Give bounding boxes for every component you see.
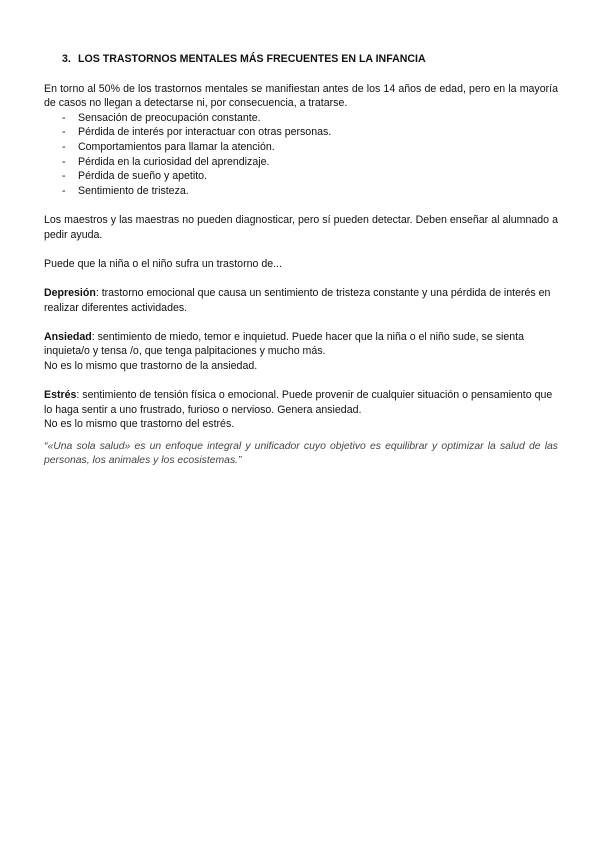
estres-text: : sentimiento de tensión física o emocional. Puede provenir de cualquier situación o pensamiento que lo haga sentir a uno frustrado, furioso o nervioso. Genera ansiedad. <box>44 389 553 416</box>
list-item: - Pérdida en la curiosidad del aprendizaje. <box>44 155 558 170</box>
list-item: - Pérdida de sueño y apetito. <box>44 169 558 184</box>
ansiedad-text: : sentimiento de miedo, temor e inquietud. Puede hacer que la niña o el niño sude, se sienta inquieta/o y tensa /o, que tenga palpitaciones y mucho más. <box>44 330 524 358</box>
section-title: LOS TRASTORNOS MENTALES MÁS FRECUENTES EN LA INFANCIA <box>78 53 426 65</box>
list-item: - Sensación de preocupación constante. <box>44 111 558 126</box>
list-item: - Comportamientos para llamar la atención. <box>44 140 558 155</box>
list-item: - Pérdida de interés por interactuar con otras personas. <box>44 125 558 140</box>
depresion-text: : trastorno emocional que causa un sentimiento de tristeza constante y una pérdida de interés en realizar diferentes actividades. <box>44 286 551 314</box>
intro-paragraph: En torno al 50% de los trastornos mentales se manifiestan antes de los 14 años de edad, pero en la mayoría de casos no llegan a detectarse ni, por consecuencia, a tratarse. <box>44 82 558 110</box>
list-item: - Sentimiento de tristeza. <box>44 184 558 199</box>
ansiedad-paragraph <box>44 330 558 359</box>
ansiedad-term: Ansiedad <box>44 330 92 343</box>
depresion-term: Depresión <box>44 286 96 299</box>
teachers-paragraph: Los maestros y las maestras no pueden diagnosticar, pero sí pueden detectar. Deben enseñar al alumnado a pedir ayuda. <box>44 213 558 241</box>
symptom-list <box>44 111 558 199</box>
estres-note: No es lo mismo que trastorno del estrés. <box>44 418 235 431</box>
depresion-paragraph <box>44 286 558 315</box>
section-heading <box>62 52 558 67</box>
lead-paragraph: Puede que la niña o el niño sufra un trastorno de... <box>44 257 282 270</box>
ansiedad-note: No es lo mismo que trastorno de la ansiedad. <box>44 359 258 372</box>
estres-paragraph <box>44 388 558 417</box>
document-page <box>44 52 558 469</box>
quote-paragraph: “«Una sola salud» es un enfoque integral y unificador cuyo objetivo es equilibrar y optimizar la salud de las personas, los animales y los ecosistemas.” <box>44 440 558 467</box>
section-number: 3. <box>62 53 71 65</box>
estres-term: Estrés <box>44 389 77 402</box>
